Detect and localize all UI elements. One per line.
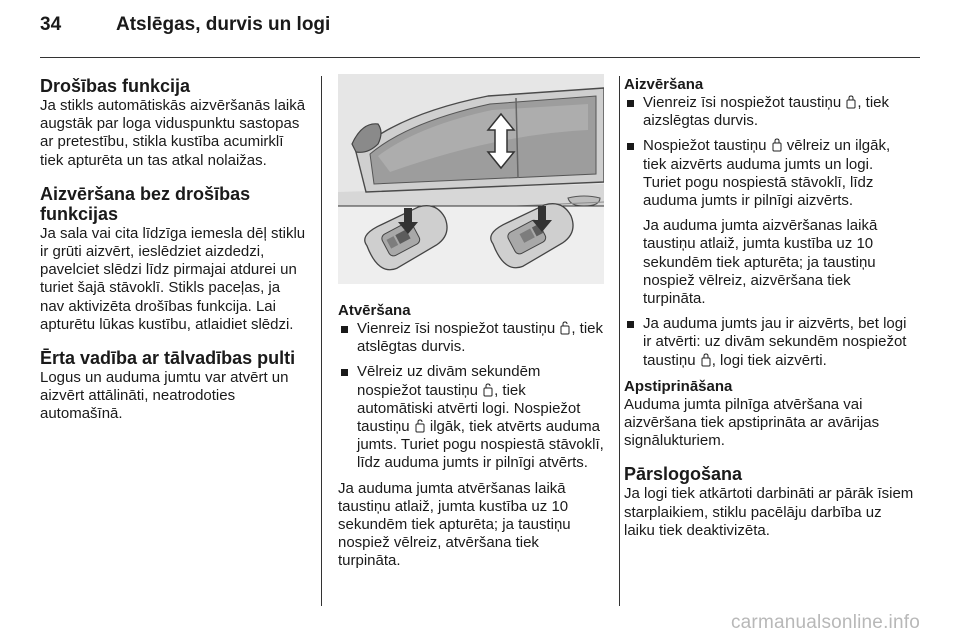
bullet-list [624,315,914,370]
car-door-remote-illustration [338,74,604,284]
remote-control-illustration [338,74,604,284]
column-divider [619,76,620,606]
section-body: Ja sala vai cita līdzīga iemesla dēļ stiklu ir grūti aizvērt, ieslēdziet aizdedzi, pavelciet slēdzi līdz pirmajai atdurei un turiet šajā stāvoklī. Stikls paceļas, ja nav aktivizēta drošības funkcija. Lai apturētu lūkas kustību, atlaidiet slēdzi. [40,224,306,333]
lock-key-icon [701,353,711,367]
list-item: Ja auduma jumts jau ir aizvērts, bet logi ir atvērti: uz divām sekundēm nospiežot taustiņu , logi tiek aizvērti. [624,315,914,370]
lock-key-icon [772,138,782,152]
page-header [40,14,330,54]
column-divider [321,76,322,606]
page-number: 34 [40,14,62,35]
list-item: Nospiežot taustiņu vēlreiz un ilgāk, tiek aizvērts auduma jumts un logi. Turiet pogu nospiestā stāvoklī, līdz auduma jumts ir pilnīgi aizvērts. [624,137,914,210]
column-middle [338,74,604,571]
section-title: Ērta vadība ar tālvadības pulti [40,348,296,369]
section-body: Ja auduma jumta atvēršanas laikā taustiņu atlaiž, jumta kustība uz 10 sekundēm tiek apturēta; ja taustiņu nospiež vēlreiz, atvēršana tiek turpināta. [338,479,571,570]
header-divider [40,57,920,58]
list-item: Vienreiz īsi nospiežot taustiņu , tiek atslēgtas durvis. [338,320,604,356]
bullet-list [624,94,914,210]
section-body: Ja logi tiek atkārtoti darbināti ar pārāk īsiem starplaikiem, stiklu pacēlāju darbība uz laiku tiek deaktivizēta. [624,485,914,539]
section-title: Aizvēršana bez drošības funkcijas [40,183,251,224]
section-title: Apstiprināšana [624,377,733,395]
list-item: Vienreiz īsi nospiežot taustiņu , tiek aizslēgtas durvis. [624,94,914,130]
watermark: carmanualsonline.info [730,612,920,633]
list-item-continuation: Ja auduma jumta aizvēršanas laikā taustiņu atlaiž, jumta kustība uz 10 sekundēm tiek apturēta; ja taustiņu nospiež vēlreiz, aizvēršana tiek turpināta. [643,217,878,308]
section-body: Ja stikls automātiskās aizvēršanās laikā augstāk par loga viduspunktu sastopas ar pretestību, stikla kustība acumirklī tiek apturēta un tas atkal nolaižas. [40,97,306,169]
section-body: Auduma jumta pilnīga atvēršana vai aizvēršana tiek apstiprināta ar avārijas signālukturiem. [624,395,880,450]
page-title: Atslēgas, durvis un logi [116,14,331,35]
section-title: Aizvēršana [624,76,704,93]
section-body: Logus un auduma jumtu var atvērt un aizvērt attālināti, neatrodoties automašīnā. [40,369,289,423]
section-title: Atvēršana [338,302,411,319]
unlock-key-icon [560,321,570,335]
section-title: Drošības funkcija [40,76,191,96]
bullet-list [338,320,604,473]
unlock-key-icon [483,383,493,397]
lock-key-icon [846,95,856,109]
column-left [40,76,308,424]
section-title: Pārslogošana [624,464,743,485]
column-right [624,76,914,540]
list-item: Vēlreiz uz divām sekundēm nospiežot taustiņu , tiek automātiski atvērti logi. Nospiežot taustiņu ilgāk, tiek atvērts auduma jumts. Turiet pogu nospiestā stāvoklī, līdz auduma jumts ir pilnīgi atvērts. [338,363,604,472]
unlock-key-icon [415,419,425,433]
